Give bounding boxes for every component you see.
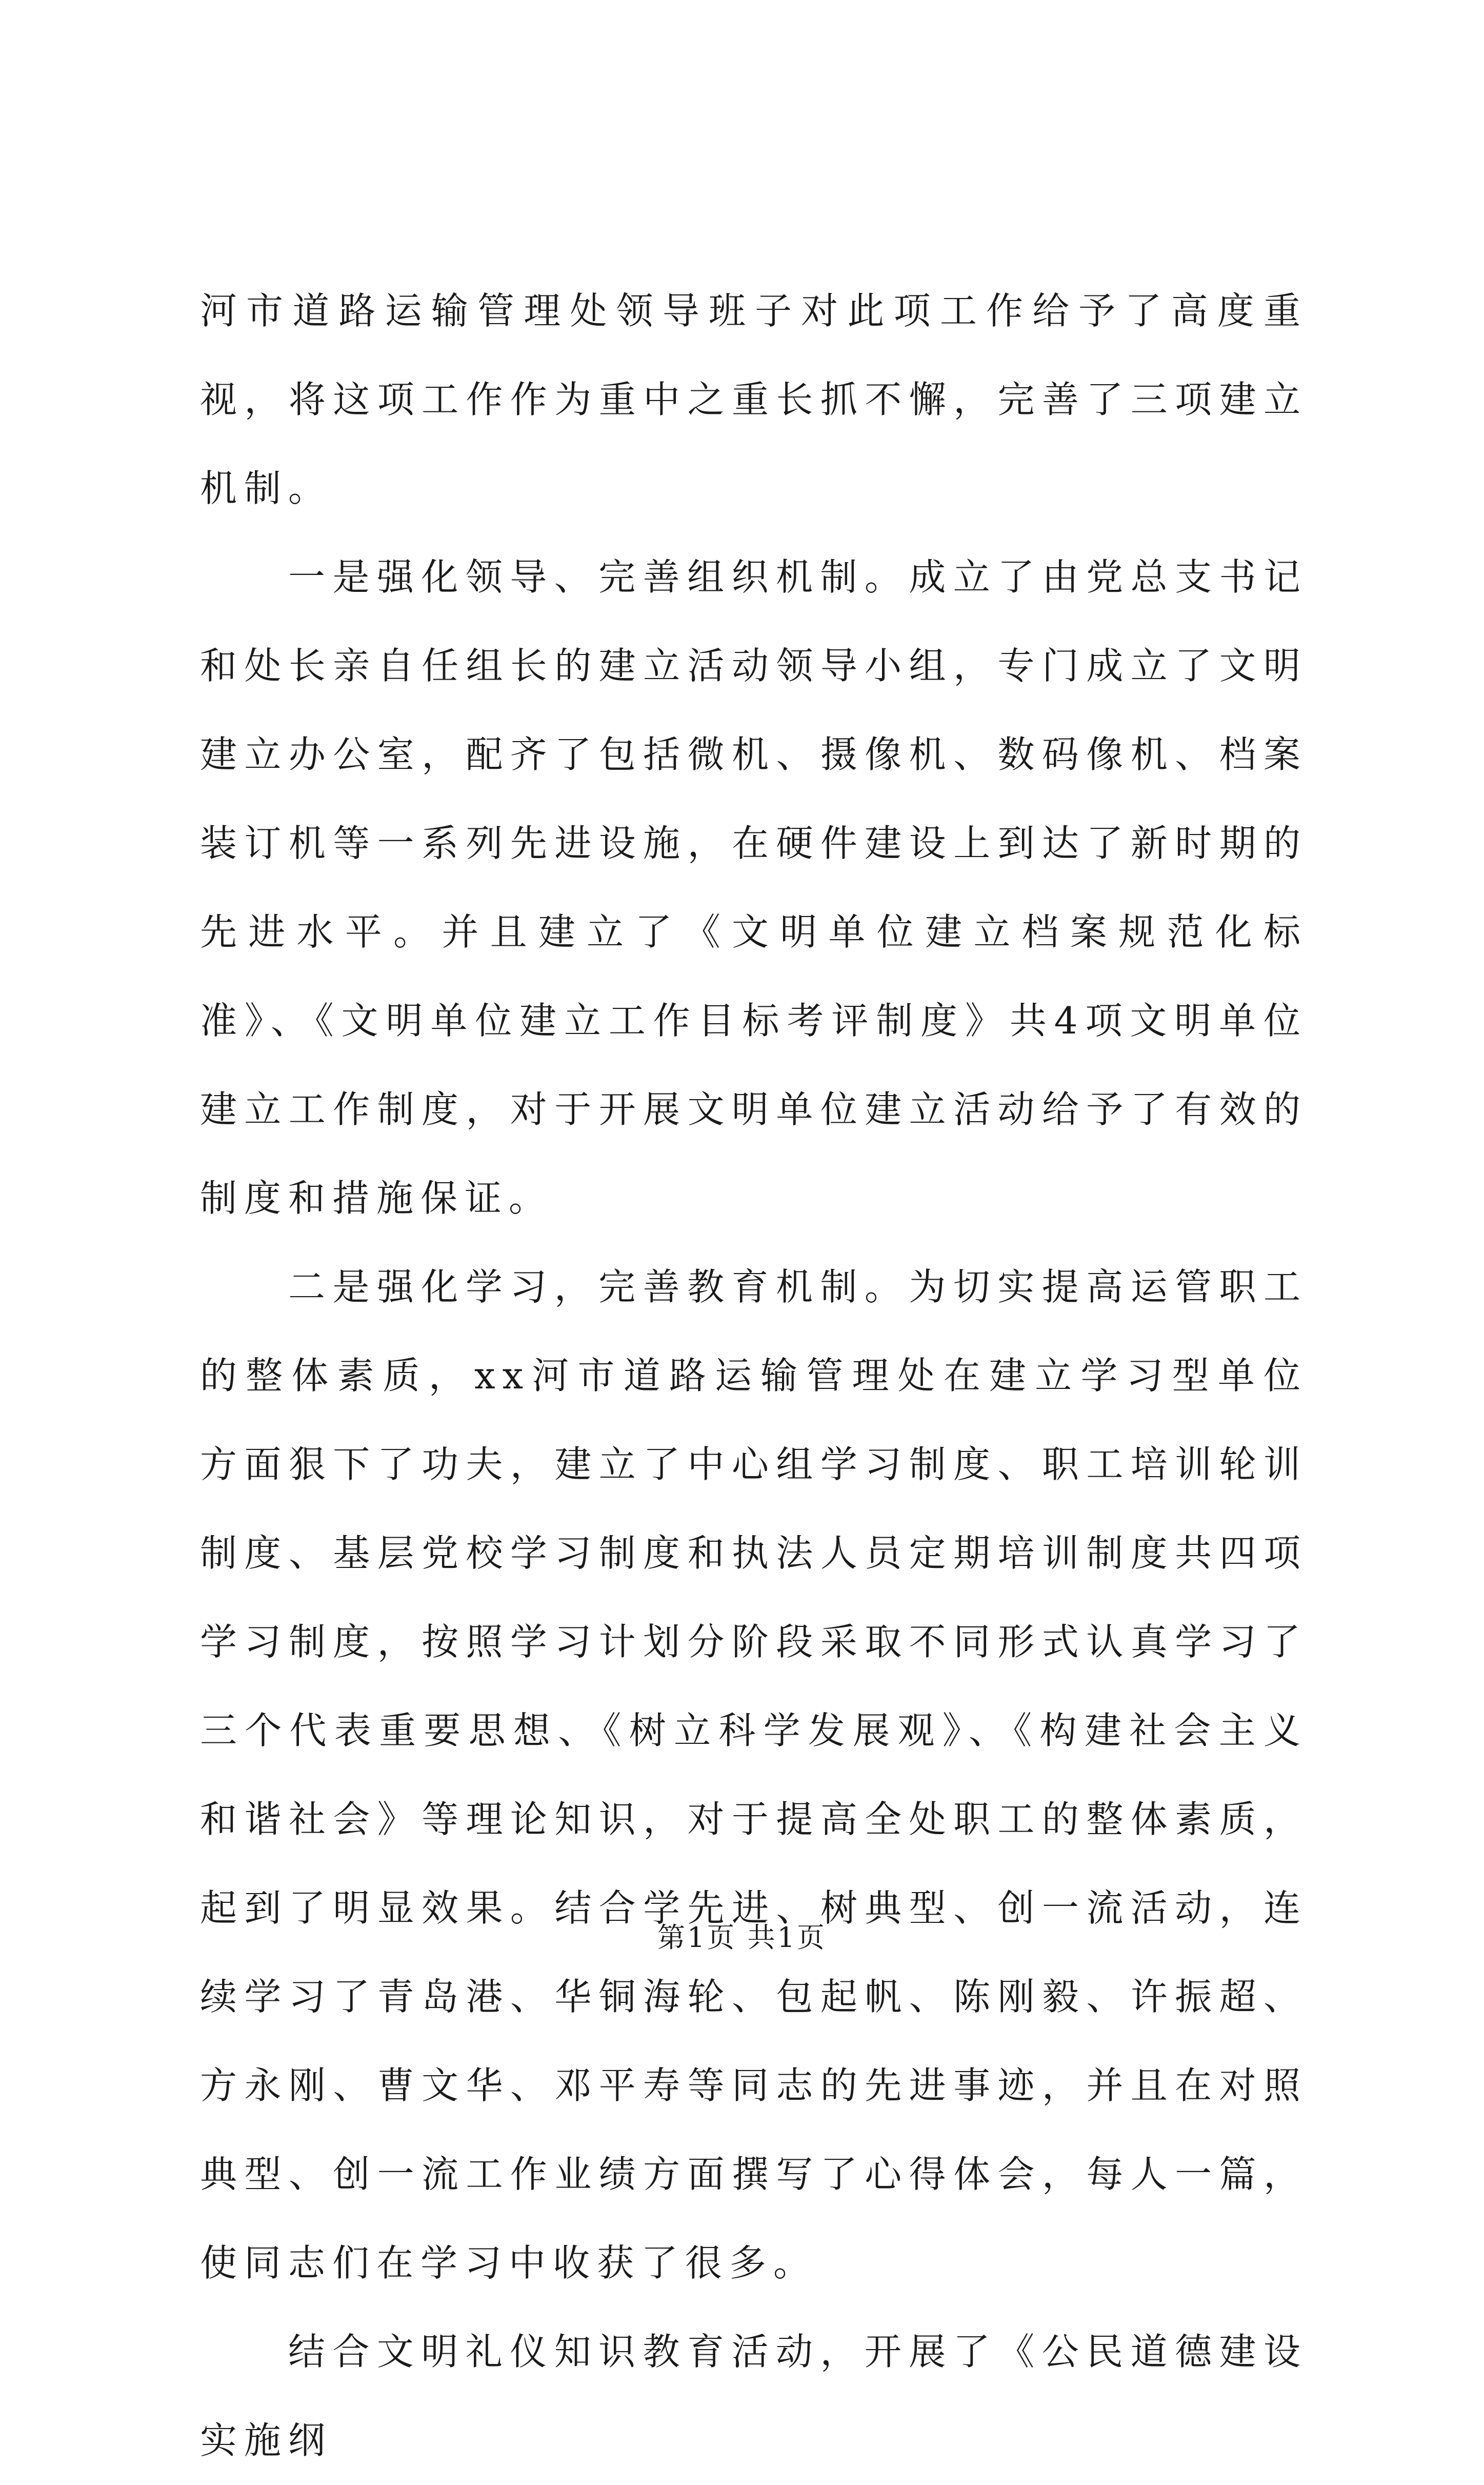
document-body xyxy=(200,267,1308,2485)
paragraph-continuation: 河市道路运输管理处领导班子对此项工作给予了高度重视，将这项工作作为重中之重长抓不懈，完善了三项建立机制。 xyxy=(200,289,1308,510)
paragraph-etiquette-education: 结合文明礼仪知识教育活动，开展了《公民道德建设实施纲 xyxy=(200,2330,1308,2462)
page-footer xyxy=(0,1916,1484,1955)
paragraph-organization-mechanism: 一是强化领导、完善组织机制。成立了由党总支书记和处长亲自任组长的建立活动领导小组，专门成立了文明建立办公室，配齐了包括微机、摄像机、数码像机、档案装订机等一系列先进设施，在硬件建设上到达了新时期的先进水平。并且建立了《文明单位建立档案规范化标准》、《文明单位建立工作目标考评制度》共4项文明单位建立工作制度，对于开展文明单位建立活动给予了有效的制度和措施保证。 xyxy=(200,555,1308,1220)
paragraph-education-mechanism: 二是强化学习，完善教育机制。为切实提高运管职工的整体素质，xx河市道路运输管理处在建立学习型单位方面狠下了功夫，建立了中心组学习制度、职工培训轮训制度、基层党校学习制度和执法人员定期培训制度共四项学习制度，按照学习计划分阶段采取不同形式认真学习了三个代表重要思想、《树立科学发展观》、《构建社会主义和谐社会》等理论知识，对于提高全处职工的整体素质，起到了明显效果。结合学先进、树典型、创一流活动，连续学习了青岛港、华铜海轮、包起帆、陈刚毅、许振超、方永刚、曹文华、邓平寿等同志的先进事迹，并且在对照典型、创一流工作业绩方面撰写了心得体会，每人一篇，使同志们在学习中收获了很多。 xyxy=(200,1265,1308,2284)
page-number-label: 第1页 共1页 xyxy=(657,1921,827,1954)
